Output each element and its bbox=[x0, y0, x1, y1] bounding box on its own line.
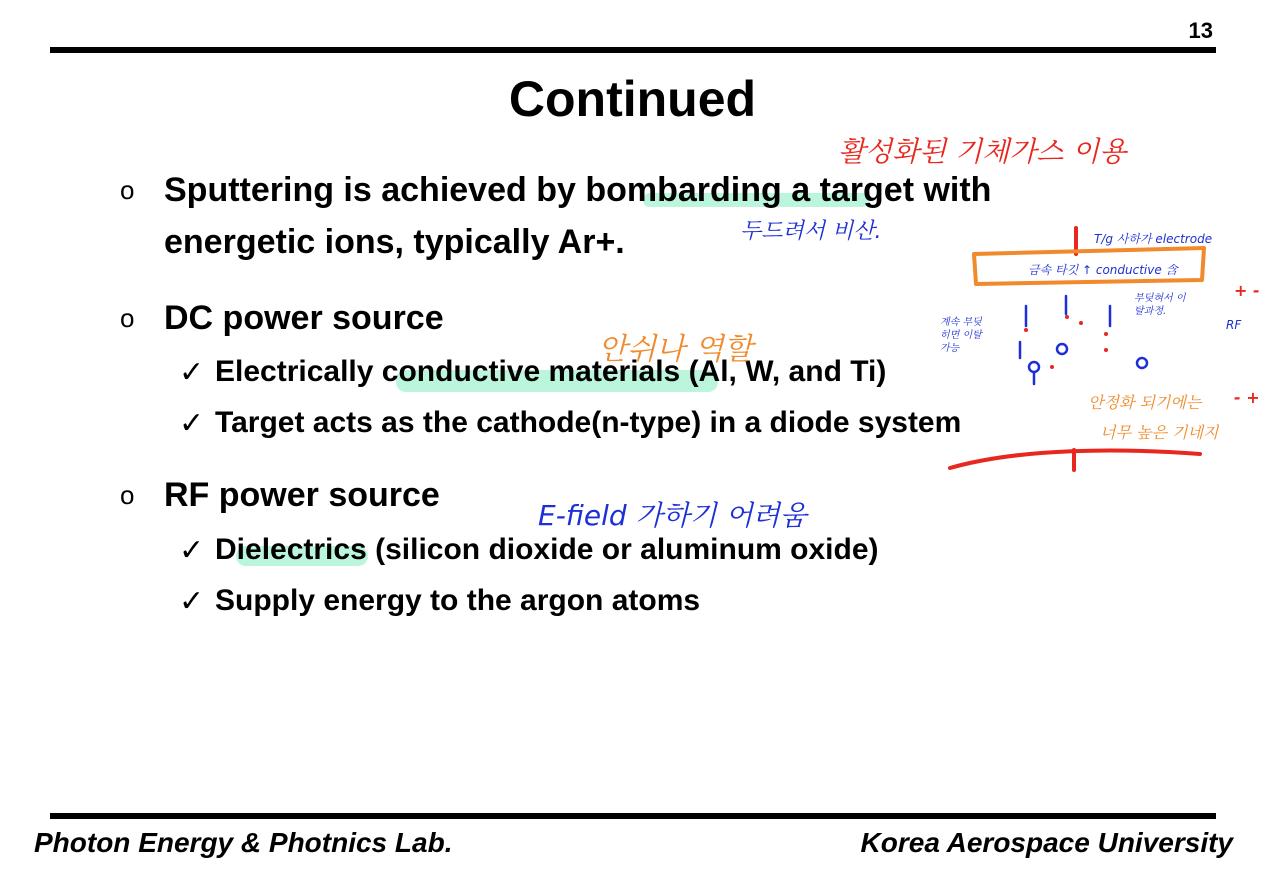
bullet-dc-power bbox=[120, 292, 444, 344]
bullet-text: DC power source bbox=[164, 299, 444, 337]
bullet-marker: o bbox=[120, 303, 135, 333]
annotation-activated-gas: 활성화된 기체가스 이용 bbox=[838, 135, 1127, 168]
sub-text: D bbox=[215, 533, 237, 566]
sub-text: Electrically bbox=[215, 355, 382, 388]
diagram-rf-label: RF bbox=[1226, 318, 1242, 332]
diagram-orange-note-2: 너무 높은 기네지 bbox=[1100, 423, 1219, 442]
sub-bullet-conductive bbox=[179, 355, 887, 389]
footer-lab-name: Photon Energy & Photnics Lab. bbox=[34, 827, 453, 858]
bottom-rule bbox=[50, 813, 1216, 819]
bullet-rf-power bbox=[120, 469, 440, 521]
sub-text-highlighted: conductive materials bbox=[381, 355, 681, 388]
check-icon: ✓ bbox=[179, 534, 205, 567]
sub-text: Target acts as the cathode(n-type) in a diode system bbox=[215, 406, 962, 439]
sub-text: Supply energy to the argon atoms bbox=[215, 584, 701, 617]
check-icon: ✓ bbox=[179, 407, 205, 440]
page-number: 13 bbox=[1188, 18, 1213, 43]
check-icon: ✓ bbox=[179, 585, 205, 618]
annotation-collide: 두드려서 비산. bbox=[740, 219, 882, 244]
footer-university: Korea Aerospace University bbox=[860, 827, 1233, 858]
check-icon: ✓ bbox=[179, 356, 205, 389]
bullet-text: RF power source bbox=[164, 476, 440, 514]
bullet-marker: o bbox=[120, 480, 135, 510]
annotation-non-insulating: 안쉬나 역할 bbox=[598, 332, 753, 367]
diagram-left-note: 계속 부딪히면 이탈가능 bbox=[940, 317, 982, 354]
bullet-line: Sputtering is achieved by bombarding a target with bbox=[164, 171, 992, 209]
sub-text: (silicon dioxide or aluminum oxide) bbox=[366, 533, 879, 566]
sub-text: (Al, W, and Ti) bbox=[680, 355, 887, 388]
sub-bullet-cathode bbox=[179, 406, 962, 440]
annotation-efield: E-field 가하기 어려움 bbox=[538, 499, 807, 532]
slide-title: Continued bbox=[508, 71, 757, 127]
diagram-orange-note-1: 안정화 되기에는 bbox=[1088, 393, 1202, 412]
diagram-right-note: 부딪혀서 이탈과정. bbox=[1134, 293, 1186, 317]
sub-text-highlighted: ielectrics bbox=[236, 533, 367, 566]
diagram-target-label: 금속 타깃 ↑ conductive 含 bbox=[1028, 263, 1178, 277]
diagram-minus-plus-bottom: - + bbox=[1234, 388, 1260, 407]
bullet-marker: o bbox=[120, 175, 135, 205]
diagram-plus-minus-top: + - bbox=[1234, 281, 1260, 300]
top-rule bbox=[50, 47, 1216, 53]
sub-bullet-dielectrics bbox=[179, 533, 879, 567]
bullet-line: energetic ions, typically Ar+. bbox=[164, 223, 625, 261]
sub-bullet-argon bbox=[179, 584, 701, 618]
diagram-electrode-label: T/g 사하가 electrode bbox=[1094, 232, 1213, 246]
